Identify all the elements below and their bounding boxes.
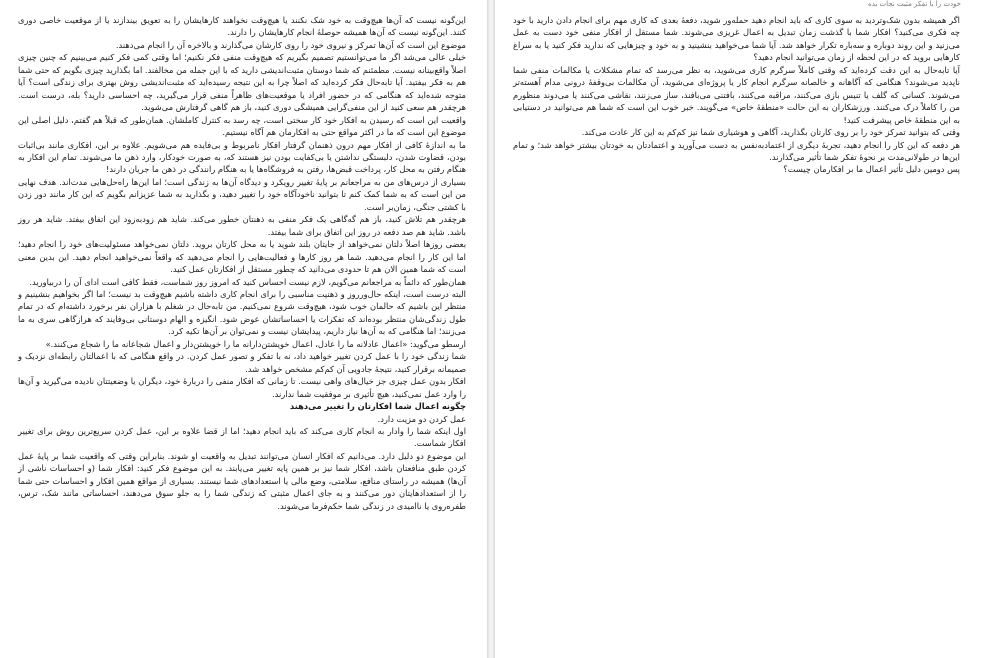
paragraph: هرچقدر هم تلاش کنید، باز هم گه‌گاهی یک فکر منفی به ذهنتان خطور می‌کند. شاید هم زودبه‌زود این اتفاق بیفتد. شاید هر روز باشد. شاید هم صد دفعه در روز این اتفاق برای شما بیفتد. <box>18 214 466 237</box>
right-page-body <box>513 14 960 176</box>
paragraph: خیلی عالی می‌شد اگر ما می‌توانستیم تصمیم بگیریم که هیچ‌وقت منفی فکر نکنیم؛ اما وقتی کمی فکر کنیم می‌بینیم که چنین چیزی اصلاً واقع‌بینانه نیست. مطمئنم که شما دوستان مثبت‌اندیشی دارید که با این جمله من مخالفند. اما بگذارید چیزی بگویم که حتی شما هم به فکر بیفتید. آیا تابه‌حال فکر کرده‌اید که اصلاً چرا به این نتیجه رسیده‌اید که مثبت‌اندیشی روش بهتری برای زندگی است؟ آیا متوجه شده‌اید که هنگامی که در حضور افراد یا موقعیت‌های ظاهراً منفی قرار می‌گیرید، چه احساسی دارید؟ بله، درست است. هرچقدر هم سعی کنید از این منفی‌گرایی همیشگی دوری کنید، باز هم گاهی گرفتارش می‌شوید. <box>18 52 466 113</box>
paragraph: پس دومین دلیل تأثیر اعمال ما بر افکارمان چیست؟ <box>783 164 960 175</box>
book-gutter <box>487 0 495 658</box>
paragraph: شما زندگی خود را با عمل کردن تغییر خواهید داد، نه با تفکر و تصور عمل کردن. در واقع هنگامی که با اعمالتان رابطه‌ای نزدیک و صمیمانه برقرار کنید، نتیجهٔ جادویی آن کم‌کم مشخص خواهد شد. <box>18 351 466 374</box>
right-page <box>495 0 985 658</box>
paragraph: واقعیت این است که رسیدن به افکار خود کار سختی است، چه رسد به کنترل کاملشان. همان‌طور که قبلاً هم گفتم، دلیل اصلی این موضوع این است که ما در اکثر مواقع حتی به افکارمان هم آگاه نیستیم. <box>18 114 466 138</box>
paragraph: این‌گونه نیست که آن‌ها هیچ‌وقت به خود شک نکنند یا هیچ‌وقت نخواهند کارهایشان را به تعویق بیندازند یا از موقعیت خاصی دوری کنند. این‌گونه نیست که آن‌ها همیشه حوصلهٔ انجام کارهایشان را دارند. <box>18 15 466 38</box>
paragraph: بعضی روزها اصلاً دلتان نمی‌خواهد از جایتان بلند شوید یا به محل کارتان بروید. دلتان نمی‌خواهد مسئولیت‌های خود را انجام دهید؛ اما این کار را انجام می‌دهید. شما هر روز کارها و فعالیت‌هایی را انجام می‌دهید که واقعاً نمی‌خواهید انجام دهید. این بدین معنی است که شما همین الان هم تا حدودی می‌دانید که چطور مستقل از افکارتان عمل کنید. <box>18 239 466 275</box>
paragraph: اول اینکه شما را وادار به انجام کاری می‌کند که باید انجام دهید؛ اما از قضا علاوه بر این، عمل کردن سریع‌ترین روش برای تغییر افکار شماست. <box>18 425 466 449</box>
paragraph: بسیاری از درس‌های من به مراجعانم بر پایهٔ تغییر رویکرد و دیدگاه آن‌ها به زندگی است؛ اما این‌ها راه‌حل‌هایی مدت‌اند. هدف نهایی من این است که به شما کمک کنم تا بتوانید ناخودآگاه خود را تغییر دهید، و بگذارید به شما عزیزانم بگویم که این کار مانند دور زدن با کشتی جنگی، زمان‌بر است. <box>18 176 466 212</box>
paragraph: افکار بدون عمل چیزی جز خیال‌های واهی نیست. تا زمانی که افکار منفی را دربارهٔ خود، دیگران یا وضعیتتان نادیده می‌گیرید و آن‌ها را وارد عمل نمی‌کنید، هیچ تأثیری بر موفقیت شما ندارند. <box>18 376 466 399</box>
paragraph: آیا تابه‌حال به این دقت کرده‌اید که وقتی کاملاً سرگرم کاری می‌شوید، به نظر می‌رسد که تمام مشکلات یا مکالمات منفی شما ناپدید می‌شوند؟ هنگامی که آگاهانه و خالصانه سرگرم انجام کار یا پروژه‌ای می‌شوید، آن مکالمات بی‌وقفهٔ درونی مدام آهسته‌تر می‌شوند. کسانی که گلف یا تنیس بازی می‌کنند، مراقبه می‌کنند، بافتنی می‌بافند، ساز می‌زنند، نقاشی می‌کنند یا می‌دوند منظورم من را کاملاً درک می‌کنند. ورزشکاران به این حالت «منطقهٔ خاص» می‌گویند. خبر خوب این است که شما هم می‌توانید در دستیابی به این منطقهٔ خاص پیشرفت کنید! <box>513 64 960 125</box>
running-head: خودت را با تفکر مثبت نجات بده <box>868 0 961 8</box>
paragraph: موضوع این است که آن‌ها تمرکز و نیروی خود را روی کارشان می‌گذارند و بالاخره آن را انجام می‌دهند. <box>115 39 466 50</box>
paragraph: هر دفعه که این کار را انجام دهید، تجربهٔ دیگری از اعتمادبه‌نفس به دست می‌آورید و اعتمادتان به خودتان بیشتر خواهد شد؛ و تمام این‌ها در طولانی‌مدت بر نحوهٔ تفکر شما تأثیر می‌گذارند. <box>513 139 960 162</box>
paragraph: ما به اندازهٔ کافی از افکار مهم درون ذهنمان گرفتار افکار نامربوط و بی‌فایده هم می‌شویم. علاوه بر این، افکاری مانند بی‌اثبات بودن، قضاوت شدن، دلبستگی نداشتن یا بی‌کفایت بودن نیز هستند که، به صورت خودکار، وارد ذهن ما می‌شوند. تمام این افکار به هنگام رفتن به محل کار، پرداخت قبض‌ها، رفتن به فروشگاه‌ها یا به هنگام رانندگی در ذهن ما جریان دارند! <box>18 139 466 175</box>
paragraph: همان‌طور که دائماً به مراجعانم می‌گویم، لازم نیست احساس کنید که امروز روز شماست، فقط کافی است ادای آن را دربیاورید. <box>29 276 466 287</box>
paragraph: اگر همیشه بدون شک‌وتردید به سوی کاری که باید انجام دهید حمله‌ور شوید، دفعهٔ بعدی که کاری مهم برای انجام دادن دارید با خود چه فکری می‌کنید؟ افکار شما با گذشت زمان تبدیل به اعمال غریزی می‌شوند. شما مستقل از افکار منفی خود دست به عمل می‌زنید و این روند دوباره و سه‌باره تکرار خواهد شد. آیا شما می‌خواهید بنشینید و به خود و چیزهایی که ندارید فکر کنید یا به سراغ کارهایی بروید که در این لحظه از زمان می‌توانید انجام دهید؟ <box>513 15 960 63</box>
paragraph: وقتی که بتوانید تمرکز خود را بر روی کارتان بگذارید، آگاهی و هوشیاری شما نیز کم‌کم به این کار عادت می‌کند. <box>581 127 960 138</box>
left-page-body <box>18 14 466 512</box>
paragraph: عمل کردن دو مزیت دارد. <box>377 413 466 424</box>
paragraph: این موضوع دو دلیل دارد. می‌دانیم که افکار انسان می‌توانند تبدیل به واقعیت او شوند. بنابراین وقتی که واقعیت شما بر پایهٔ عمل کردن طبق منافعتان باشد، افکار شما نیز بر همین پایه تغییر می‌یابند. به این موضوع فکر کنید: افکار شما (و احساسات ناشی از آن‌ها) همیشه در راستای منافع، سلامتی، وضع مالی یا استعدادهای شما نیستند. بسیاری از مواقع همین افکار و احساسات حتی شما را از استعدادهایتان دور می‌کنند و به جای اعمال مثبتی که زندگی شما را به جلو سوق می‌دهند، احساساتی مانند شک، ترس، طفره‌روی یا ناامیدی در زندگی شما حکم‌فرما می‌شوند. <box>18 450 466 511</box>
paragraph: ارسطو می‌گوید: «اعمال عادلانه ما را عادل، اعمال خویشتن‌دارانه ما را خویشتن‌دار و اعمال شجاعانه ما را شجاع می‌کنند.» <box>45 338 466 349</box>
paragraph: البته درست است، اینکه حال‌ورروز و ذهنیت مناسبی را برای انجام کاری داشته باشیم هیچ‌وقت بد نیست؛ اما اگر بخواهیم بنشینیم و منتظر این باشیم که حالمان خوب شود، هیچ‌وقت شروع نمی‌کنیم. من تابه‌حال در شغلم با هزاران نفر برخورد داشته‌ام که در تمام طول زندگی‌شان منتظر بوده‌اند که تفکرات یا احساساتشان عوض شود. انگیزه و الهام دوستانی بی‌وفایند که هرازگاهی سری به ما می‌زنند؛ اما هنگامی که به آن‌ها نیاز داریم، پیدایشان نیست و نمی‌توان بر آن‌ها تکیه کرد. <box>18 288 466 337</box>
section-heading: چگونه اعمال شما افکارتان را تغییر می‌دهند <box>289 401 466 412</box>
left-page <box>0 0 487 658</box>
